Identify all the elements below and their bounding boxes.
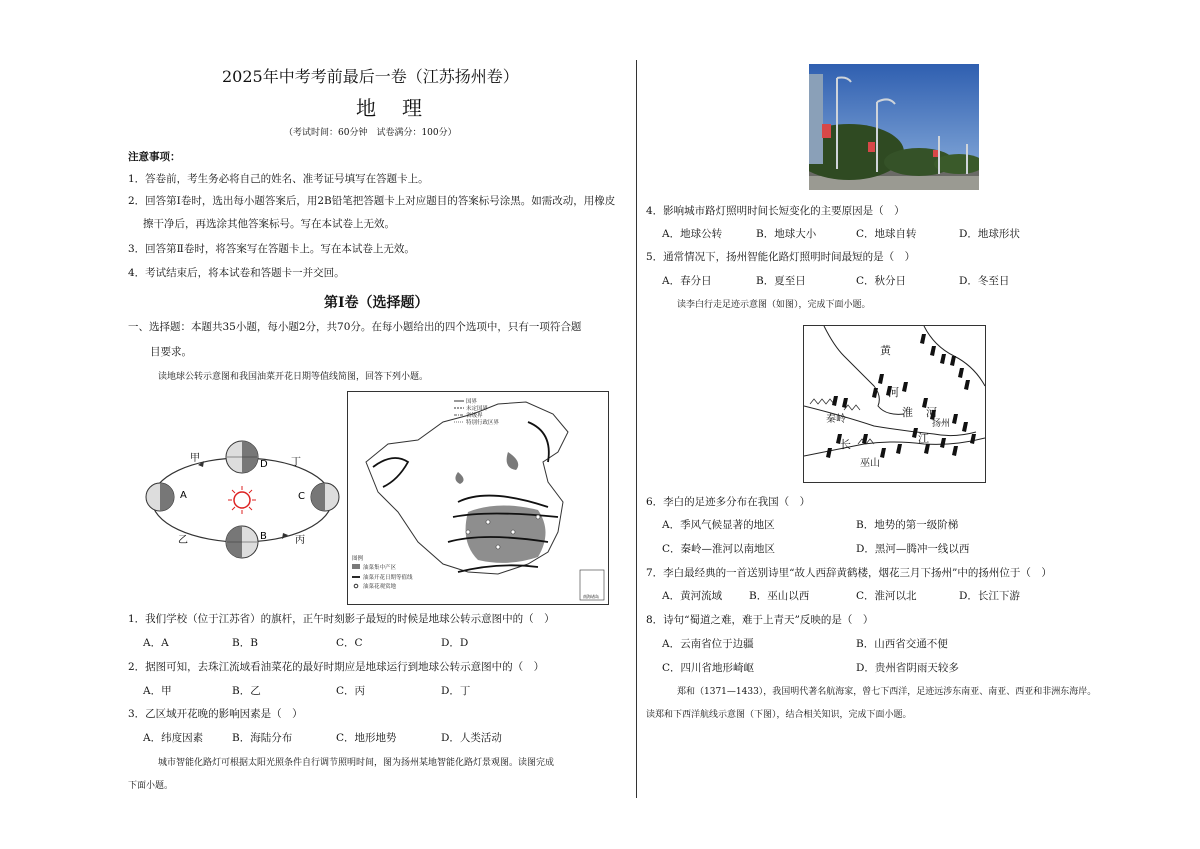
label-D: D — [260, 459, 268, 470]
reading-prompt-1: 读地球公转示意图和我国油菜开花日期等值线简图，回答下列小题。 — [158, 372, 429, 382]
label-jia: 甲 — [190, 453, 200, 464]
q7-option-d[interactable]: D．长江下游 — [959, 590, 1020, 602]
legend-production-area: 油菜集中产区 — [363, 565, 397, 571]
note-item-2: 2．回答第Ⅰ卷时，选出每小题答案后，用2B铅笔把答题卡上对应题目的答案标号涂黑。如需改动，用橡皮 — [128, 195, 616, 207]
note-item-4: 4．考试结束后，将本试卷和答题卡一并交回。 — [128, 267, 345, 279]
label-chang: 长 — [840, 438, 851, 451]
label-he-2: 河 — [926, 406, 937, 419]
q2-option-c[interactable]: C．丙 — [336, 685, 366, 697]
question-6-stem: 6．李白的足迹多分布在我国（ ） — [646, 496, 811, 508]
legend-province-border: 省级界 — [466, 413, 483, 419]
q5-option-c[interactable]: C．秋分日 — [856, 275, 907, 287]
q2-option-b[interactable]: B．乙 — [232, 685, 261, 697]
q8-option-d[interactable]: D．贵州省阴雨天较多 — [856, 662, 959, 674]
q1-option-a[interactable]: A．A — [143, 637, 169, 649]
label-yangzhou: 扬州 — [932, 419, 951, 429]
earth-globe-left — [146, 483, 174, 511]
q5-option-b[interactable]: B．夏至日 — [756, 275, 806, 287]
street-light-photo — [809, 64, 979, 190]
legend-border: 国界 — [466, 399, 478, 405]
question-5-stem: 5．通常情况下，扬州智能化路灯照明时间最短的是（ ） — [646, 251, 916, 263]
q3-option-d[interactable]: D．人类活动 — [441, 732, 502, 744]
legend-sar-border: 特别行政区界 — [466, 420, 500, 426]
label-wushan: 巫山 — [860, 458, 880, 469]
sun-icon — [228, 486, 256, 514]
reading-prompt-4-cont: 读郑和下西洋航线示意图（下图），结合相关知识，完成下面小题。 — [646, 710, 912, 720]
label-huai: 淮 — [902, 406, 913, 419]
legend-title: 图例 — [352, 556, 364, 562]
q7-option-c[interactable]: C．淮河以北 — [856, 590, 917, 602]
q3-option-c[interactable]: C．地形地势 — [336, 732, 397, 744]
q4-option-a[interactable]: A．地球公转 — [662, 228, 723, 240]
q5-option-a[interactable]: A．春分日 — [662, 275, 712, 287]
reading-prompt-2-cont: 下面小题。 — [128, 781, 174, 791]
note-item-1: 1．答卷前，考生务必将自己的姓名、准考证号填写在答题卡上。 — [128, 173, 429, 185]
legend-undefined-border: 未定国界 — [466, 406, 489, 412]
q2-option-d[interactable]: D．丁 — [441, 685, 471, 697]
label-ding: 丁 — [291, 457, 301, 468]
section-intro-cont: 目要求。 — [150, 346, 192, 358]
q2-option-a[interactable]: A．甲 — [143, 685, 172, 697]
question-4-stem: 4．影响城市路灯照明时间长短变化的主要原因是（ ） — [646, 205, 905, 217]
question-2-stem: 2．据图可知，去珠江流域看油菜花的最好时期应是地球运行到地球公转示意图中的（ ） — [128, 661, 545, 673]
reading-prompt-4: 郑和（1371—1433），我国明代著名航海家，曾七下西洋，足迹远涉东南亚、南亚、西亚和非洲东海岸。 — [677, 687, 1097, 697]
column-divider — [636, 60, 637, 798]
libai-footprint-map — [803, 325, 986, 483]
q8-option-b[interactable]: B．山西省交通不便 — [856, 638, 948, 650]
q3-option-a[interactable]: A．纬度因素 — [143, 732, 204, 744]
note-item-3: 3．回答第Ⅱ卷时，将答案写在答题卡上。写在本试卷上无效。 — [128, 243, 415, 255]
q4-option-c[interactable]: C．地球自转 — [856, 228, 917, 240]
q7-option-a[interactable]: A．黄河流域 — [662, 590, 723, 602]
label-jiang: 江 — [918, 432, 929, 445]
question-8-stem: 8．诗句“蜀道之难，难于上青天”反映的是（ ） — [646, 614, 874, 626]
label-C: C — [298, 491, 305, 502]
q4-option-b[interactable]: B．地球大小 — [756, 228, 817, 240]
section-title: 第Ⅰ卷（选择题） — [324, 295, 429, 311]
earth-globe-right — [311, 483, 339, 511]
label-B: B — [260, 531, 267, 542]
exam-info: （考试时间：60分钟 试卷满分：100分） — [284, 128, 457, 138]
q6-option-a[interactable]: A．季风气候显著的地区 — [662, 519, 775, 531]
q1-option-b[interactable]: B．B — [232, 637, 258, 649]
inset-label: 南海诸岛 — [583, 594, 599, 599]
note-item-2-cont: 擦干净后，再选涂其他答案标号。写在本试卷上无效。 — [143, 218, 395, 230]
legend-viewing-spot: 油菜花观赏地 — [363, 584, 397, 590]
notes-heading: 注意事项： — [128, 151, 181, 163]
label-A: A — [180, 490, 187, 501]
label-huang: 黄 — [880, 344, 891, 357]
q6-option-c[interactable]: C．秦岭—淮河以南地区 — [662, 543, 776, 555]
q1-option-c[interactable]: C．C — [336, 637, 363, 649]
legend-isoline: 油菜开花日期等值线 — [363, 575, 413, 581]
section-intro: 一、选择题：本题共35小题，每小题2分，共70分。在每小题给出的四个选项中，只有一项符合题 — [128, 321, 582, 333]
question-7-stem: 7．李白最经典的一首送别诗里“故人西辞黄鹤楼，烟花三月下扬州”中的扬州位于（ ） — [646, 567, 1052, 579]
label-yi: 乙 — [178, 535, 188, 546]
q7-option-b[interactable]: B．巫山以西 — [749, 590, 810, 602]
reading-prompt-2: 城市智能化路灯可根据太阳光照条件自行调节照明时间，图为扬州某地智能化路灯景观图。读图完成 — [158, 758, 555, 768]
q5-option-d[interactable]: D．冬至日 — [959, 275, 1010, 287]
question-3-stem: 3．乙区域开花晚的影响因素是（ ） — [128, 708, 303, 720]
q8-option-a[interactable]: A．云南省位于边疆 — [662, 638, 754, 650]
q3-option-b[interactable]: B．海陆分布 — [232, 732, 293, 744]
question-1-stem: 1．我们学校（位于江苏省）的旗杆，正午时刻影子最短的时候是地球公转示意图中的（ ） — [128, 613, 555, 625]
q8-option-c[interactable]: C．四川省地形崎岖 — [662, 662, 755, 674]
earth-globe-bottom — [226, 526, 258, 558]
q4-option-d[interactable]: D．地球形状 — [959, 228, 1020, 240]
subject-heading: 地理 — [356, 96, 448, 120]
q6-option-d[interactable]: D．黑河—腾冲一线以西 — [856, 543, 970, 555]
q1-option-d[interactable]: D．D — [441, 637, 469, 649]
label-he-1: 河 — [888, 386, 899, 399]
paper-title: 2025年中考考前最后一卷（江苏扬州卷） — [222, 67, 519, 86]
earth-globe-top — [226, 441, 258, 473]
earth-orbit-diagram — [138, 425, 348, 575]
label-bing: 丙 — [295, 535, 305, 546]
reading-prompt-3: 读李白行走足迹示意图（如图），完成下面小题。 — [677, 300, 871, 310]
rapeseed-flowering-map — [347, 391, 609, 605]
label-qinling: 秦岭 — [826, 414, 846, 425]
q6-option-b[interactable]: B．地势的第一级阶梯 — [856, 519, 959, 531]
